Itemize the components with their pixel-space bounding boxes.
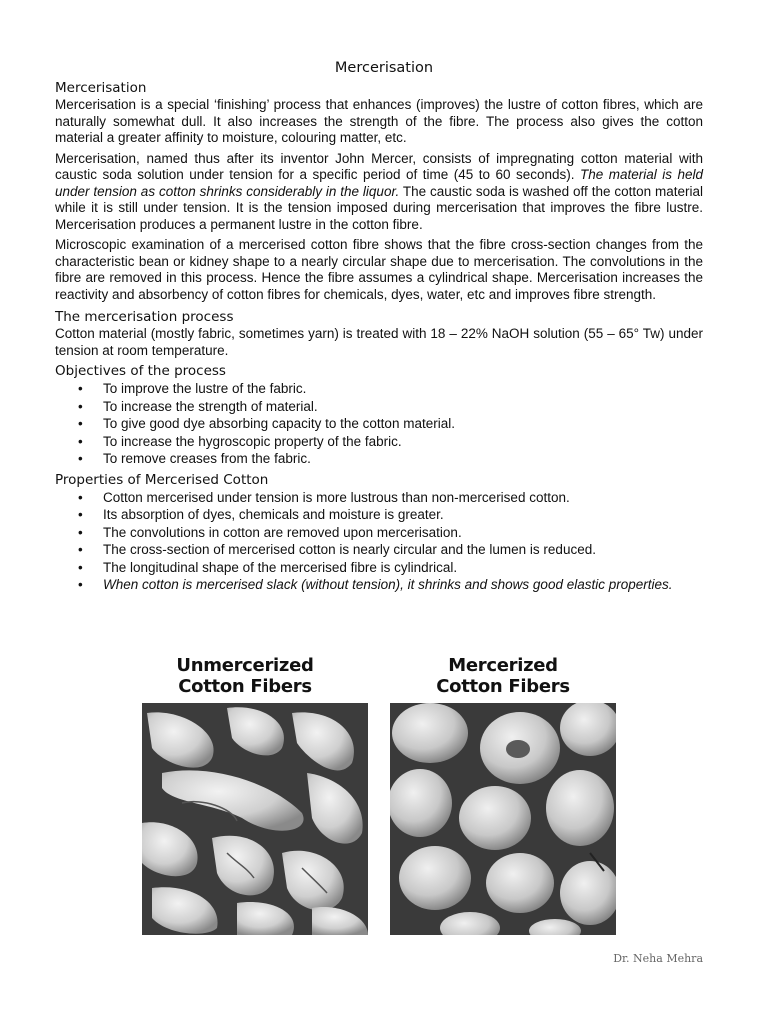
section-heading-mercerisation: Mercerisation (55, 80, 147, 96)
unmercerized-label (140, 655, 350, 697)
list-item-italic: When cotton is mercerised slack (without tension), it shrinks and shows good elastic properties. (103, 577, 673, 592)
list-item: • To remove creases from the fabric. (55, 450, 703, 468)
document-body (55, 80, 703, 596)
mercerized-label-line1: Mercerized (448, 655, 558, 676)
properties-list (55, 489, 703, 594)
paragraph-microscopic: Microscopic examination of a mercerised cotton fibre shows that the fibre cross-section changes from the characteristic bean or kidney shape to a nearly circular shape due to mercerisation. The convolutions in the fibre are removed in this process. Hence the fibre assumes a cylindrical shape. Mercerisation increases the reactivity and absorbency of cotton fibres for chemicals, dyes, water, etc and improves fibre strength. (55, 237, 703, 302)
paragraph-inventor-italic: The material is held under tension as cotton shrinks considerably in the liquor. (55, 167, 703, 199)
objectives-list (55, 380, 703, 468)
list-item: • Its absorption of dyes, chemicals and moisture is greater. (55, 506, 703, 524)
list-item: • Cotton mercerised under tension is more lustrous than non-mercerised cotton. (55, 489, 703, 507)
paragraph-inventor (55, 151, 703, 234)
author-footer: Dr. Neha Mehra (613, 952, 703, 965)
mercerized-micrograph (390, 703, 616, 935)
paragraph-process: Cotton material (mostly fabric, sometimes yarn) is treated with 18 – 22% NaOH solution (55 – 65° Tw) under tension at room temperature. (55, 326, 703, 358)
list-item: • The cross-section of mercerised cotton is nearly circular and the lumen is reduced. (55, 541, 703, 559)
page-title: Mercerisation (334, 60, 434, 76)
list-item (55, 576, 703, 594)
fiber-comparison-figure (140, 655, 570, 935)
list-item: • To give good dye absorbing capacity to the cotton material. (55, 415, 703, 433)
paragraph-inventor-part2: The caustic soda is washed off the cotton material while it is still under tension. It is the tension imposed during mercerisation that improves the fibre lustre. Mercerisation produces a permanent lustre in the cotton fibre. (55, 183, 703, 232)
paragraph-inventor-part1: Mercerisation, named thus after its inventor John Mercer, consists of impregnating cotton material with caustic soda solution under tension for a specific period of time (45 to 60 seconds). (55, 150, 703, 182)
unmercerized-label-line2: Cotton Fibers (178, 676, 312, 697)
section-heading-objectives: Objectives of the process (55, 363, 226, 379)
list-item: • To increase the hygroscopic property of the fabric. (55, 433, 703, 451)
list-item: • The convolutions in cotton are removed upon mercerisation. (55, 524, 703, 542)
unmercerized-fibers-image (142, 703, 368, 935)
section-heading-process: The mercerisation process (55, 309, 234, 325)
mercerized-label (398, 655, 608, 697)
section-heading-properties: Properties of Mercerised Cotton (55, 471, 269, 488)
unmercerized-label-line1: Unmercerized (176, 655, 314, 676)
unmercerized-micrograph (142, 703, 368, 935)
list-item: • The longitudinal shape of the mercerised fibre is cylindrical. (55, 559, 703, 577)
list-item: • To improve the lustre of the fabric. (55, 380, 703, 398)
paragraph-intro: Mercerisation is a special ‘finishing’ process that enhances (improves) the lustre of cotton fibres, which are naturally somewhat dull. It also increases the strength of the fibre. The process also gives the cotton material a greater affinity to moisture, colouring matter, etc. (55, 97, 703, 145)
list-item: • To increase the strength of material. (55, 398, 703, 416)
mercerized-fibers-image (390, 703, 616, 935)
mercerized-label-line2: Cotton Fibers (436, 676, 570, 697)
